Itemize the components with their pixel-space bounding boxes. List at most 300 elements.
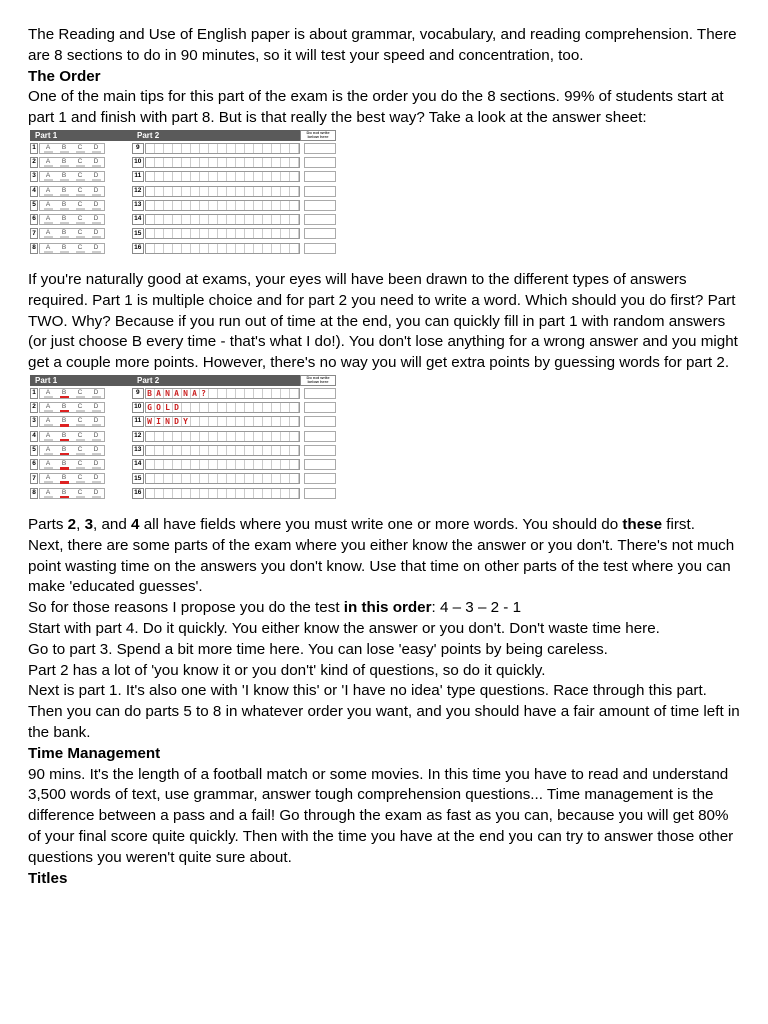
choice-mark-line	[92, 194, 101, 196]
choice-option	[88, 489, 104, 498]
letter-box	[227, 215, 236, 224]
letter-box	[227, 158, 236, 167]
marker-box	[304, 388, 336, 399]
letter-box	[155, 144, 164, 153]
letter-box	[146, 244, 155, 253]
choice-boxes	[39, 200, 105, 211]
letter-box	[146, 158, 155, 167]
letter-box	[155, 201, 164, 210]
letter-box	[236, 187, 245, 196]
intro-paragraph: The Reading and Use of English paper is about grammar, vocabulary, and reading comprehension. There are 8 sections to do in 90 minutes, so it will test your speed and concentration, too.	[28, 26, 737, 64]
part2-row	[132, 386, 336, 400]
choice-boxes	[39, 431, 105, 442]
letter-box	[173, 215, 182, 224]
choice-option	[88, 215, 104, 224]
letter-box	[263, 158, 272, 167]
choice-mark-line	[60, 467, 69, 470]
choice-mark-line	[92, 439, 101, 441]
letter-box	[236, 201, 245, 210]
letter-box: ?	[200, 389, 209, 398]
letter-box	[245, 172, 254, 181]
letter-box: B	[146, 389, 155, 398]
choice-letter: A	[45, 215, 51, 223]
letter-box	[290, 144, 299, 153]
letter-box	[146, 215, 155, 224]
letter-box	[254, 201, 263, 210]
letter-box	[272, 144, 281, 153]
marker-box	[304, 186, 336, 197]
choice-letter: A	[45, 474, 51, 482]
letter-boxes	[145, 388, 300, 399]
question-number: 16	[132, 488, 144, 499]
part1-row	[30, 170, 134, 184]
letter-box	[245, 215, 254, 224]
choice-letter: C	[77, 388, 83, 396]
choice-letter: A	[45, 431, 51, 439]
letter-box	[254, 389, 263, 398]
choice-option	[88, 144, 104, 153]
choice-mark-line	[76, 251, 85, 253]
letter-box	[191, 460, 200, 469]
letter-box	[227, 172, 236, 181]
choice-mark-line	[60, 424, 69, 427]
letter-box	[272, 489, 281, 498]
choice-option	[40, 201, 56, 210]
letter-box	[146, 229, 155, 238]
choice-letter: D	[93, 445, 99, 453]
letter-box	[254, 432, 263, 441]
letter-boxes	[145, 157, 300, 168]
part1-row	[30, 198, 134, 212]
choice-mark-line	[76, 179, 85, 181]
question-number: 4	[30, 431, 38, 442]
choice-option	[88, 460, 104, 469]
choice-option	[88, 187, 104, 196]
choice-letter: C	[77, 215, 83, 223]
letter-box	[218, 187, 227, 196]
parts-number-3: 3	[84, 515, 94, 533]
letter-box	[191, 244, 200, 253]
letter-box	[182, 460, 191, 469]
letter-box	[209, 446, 218, 455]
choice-option	[88, 158, 104, 167]
letter-box	[155, 215, 164, 224]
letter-box	[281, 244, 290, 253]
marker-box	[304, 243, 336, 254]
letter-box	[245, 244, 254, 253]
choice-mark-line	[92, 467, 101, 469]
marker-box	[304, 157, 336, 168]
parts-paragraph	[28, 515, 742, 536]
letter-box	[290, 460, 299, 469]
choice-mark-line	[76, 236, 85, 238]
choice-letter: B	[61, 229, 67, 237]
letter-box	[218, 446, 227, 455]
letter-box	[218, 389, 227, 398]
letter-box	[245, 446, 254, 455]
part2-header	[132, 130, 336, 141]
letter-boxes	[145, 402, 300, 413]
letter-box	[173, 172, 182, 181]
choice-letter: B	[61, 474, 67, 482]
choice-option	[72, 215, 88, 224]
letter-box	[209, 144, 218, 153]
letter-box	[182, 432, 191, 441]
letter-box	[290, 172, 299, 181]
marker-box	[304, 171, 336, 182]
choice-letter: B	[61, 460, 67, 468]
letter-box	[209, 460, 218, 469]
letter-box	[200, 187, 209, 196]
part1-row	[30, 386, 134, 400]
choice-letter: C	[77, 243, 83, 251]
letter-box	[254, 417, 263, 426]
letter-box	[290, 244, 299, 253]
letter-box	[245, 389, 254, 398]
choice-letter: A	[45, 402, 51, 410]
parts-text-i: first.	[662, 515, 695, 533]
choice-letter: B	[61, 488, 67, 496]
letter-box	[290, 489, 299, 498]
letter-box	[191, 229, 200, 238]
choice-letter: D	[93, 215, 99, 223]
part2-row	[132, 170, 336, 184]
letter-box	[209, 474, 218, 483]
choice-mark-line	[60, 496, 69, 499]
part2-row	[132, 184, 336, 198]
do-not-write-label: Do not write below here	[300, 130, 336, 141]
part2-column	[132, 375, 336, 500]
letter-box	[272, 158, 281, 167]
letter-box	[155, 474, 164, 483]
letter-box	[245, 158, 254, 167]
question-number: 9	[132, 388, 144, 399]
letter-box	[227, 403, 236, 412]
letter-box	[290, 201, 299, 210]
choice-letter: D	[93, 402, 99, 410]
choice-mark-line	[44, 222, 53, 224]
section-heading-time-management: Time Management	[28, 744, 161, 762]
letter-box	[191, 215, 200, 224]
letter-box	[281, 215, 290, 224]
question-number: 11	[132, 416, 144, 427]
letter-box	[263, 446, 272, 455]
choice-letter: B	[61, 172, 67, 180]
question-number: 2	[30, 157, 38, 168]
part1-row	[30, 241, 134, 255]
choice-letter: A	[45, 157, 51, 165]
letter-box	[182, 158, 191, 167]
part2-row	[132, 443, 336, 457]
choice-mark-line	[76, 439, 85, 441]
letter-boxes	[145, 445, 300, 456]
choice-mark-line	[76, 496, 85, 498]
question-number: 10	[132, 402, 144, 413]
letter-box	[191, 158, 200, 167]
part1-header: Part 1	[30, 375, 134, 386]
choice-option	[72, 446, 88, 455]
letter-boxes	[145, 228, 300, 239]
letter-box	[254, 403, 263, 412]
letter-box	[173, 446, 182, 455]
letter-boxes	[145, 488, 300, 499]
letter-box	[236, 489, 245, 498]
part1-row	[30, 400, 134, 414]
choice-mark-line	[44, 396, 53, 398]
letter-box: A	[155, 389, 164, 398]
letter-box	[290, 187, 299, 196]
section-heading-titles: Titles	[28, 869, 68, 887]
letter-boxes	[145, 243, 300, 254]
letter-box	[146, 474, 155, 483]
letter-box	[200, 158, 209, 167]
question-number: 5	[30, 445, 38, 456]
choice-letter: C	[77, 200, 83, 208]
letter-box	[245, 229, 254, 238]
choice-mark-line	[76, 165, 85, 167]
letter-box	[155, 446, 164, 455]
letter-box	[263, 172, 272, 181]
choice-mark-line	[60, 410, 69, 413]
choice-letter: A	[45, 229, 51, 237]
choice-letter: B	[61, 388, 67, 396]
letter-box: W	[146, 417, 155, 426]
choice-boxes	[39, 459, 105, 470]
choice-option	[40, 446, 56, 455]
question-number: 6	[30, 214, 38, 225]
choice-letter: D	[93, 417, 99, 425]
choice-mark-line	[44, 208, 53, 210]
letter-box	[218, 215, 227, 224]
letter-box	[245, 474, 254, 483]
choice-boxes	[39, 473, 105, 484]
letter-box	[227, 244, 236, 253]
letter-box	[200, 432, 209, 441]
choice-mark-line	[60, 453, 69, 456]
letter-box	[182, 215, 191, 224]
question-number: 9	[132, 143, 144, 154]
part1-paragraph: Next is part 1. It's also one with 'I know this' or 'I have no idea' type questions. Race through this part.	[28, 682, 707, 700]
letter-box	[182, 172, 191, 181]
letter-box	[227, 201, 236, 210]
letter-box	[191, 187, 200, 196]
letter-box	[191, 201, 200, 210]
part2-row	[132, 241, 336, 255]
choice-option	[72, 158, 88, 167]
letter-box	[281, 144, 290, 153]
choice-option	[88, 403, 104, 412]
choice-mark-line	[44, 439, 53, 441]
choice-letter: A	[45, 388, 51, 396]
order-paragraph: One of the main tips for this part of the exam is the order you do the 8 sections. 99% of students start at part 1 and finish with part 8. But is that really the best way? Take a look at the answer sheet:	[28, 88, 724, 127]
letter-box	[164, 215, 173, 224]
letter-box	[236, 215, 245, 224]
choice-option	[40, 389, 56, 398]
choice-letter: D	[93, 172, 99, 180]
choice-boxes	[39, 157, 105, 168]
letter-box	[209, 403, 218, 412]
choice-option	[72, 389, 88, 398]
choice-letter: B	[61, 215, 67, 223]
letter-box	[173, 244, 182, 253]
letter-box	[218, 201, 227, 210]
choice-mark-line	[44, 481, 53, 483]
letter-box	[272, 215, 281, 224]
choice-letter: B	[61, 402, 67, 410]
question-number: 15	[132, 228, 144, 239]
choice-mark-line	[44, 453, 53, 455]
question-number: 4	[30, 186, 38, 197]
marker-box	[304, 488, 336, 499]
choice-boxes	[39, 445, 105, 456]
marker-box	[304, 402, 336, 413]
letter-box	[164, 187, 173, 196]
letter-box	[236, 144, 245, 153]
letter-box	[281, 489, 290, 498]
letter-box	[272, 432, 281, 441]
letter-box	[182, 144, 191, 153]
question-number: 8	[30, 488, 38, 499]
letter-box	[200, 403, 209, 412]
letter-box: Y	[182, 417, 191, 426]
document-page	[28, 25, 742, 889]
choice-mark-line	[92, 453, 101, 455]
letter-box	[281, 187, 290, 196]
question-number: 16	[132, 243, 144, 254]
letter-box	[281, 403, 290, 412]
choice-letter: B	[61, 445, 67, 453]
letter-box	[227, 417, 236, 426]
part2-header-label: Part 2	[137, 130, 160, 140]
choice-option	[56, 244, 72, 253]
choice-option	[56, 201, 72, 210]
letter-box	[227, 446, 236, 455]
choice-letter: A	[45, 143, 51, 151]
choice-letter: B	[61, 243, 67, 251]
letter-boxes	[145, 200, 300, 211]
letter-box	[245, 432, 254, 441]
letter-box	[209, 215, 218, 224]
part2-header	[132, 375, 336, 386]
question-number: 15	[132, 473, 144, 484]
part2-row	[132, 457, 336, 471]
letter-box	[164, 460, 173, 469]
choice-mark-line	[44, 179, 53, 181]
letter-box	[254, 158, 263, 167]
question-number: 13	[132, 445, 144, 456]
letter-box	[155, 158, 164, 167]
part2-row	[132, 198, 336, 212]
exams-paragraph: If you're naturally good at exams, your eyes will have been drawn to the different types of answers required. Part 1 is multiple choice and for part 2 you need to write a word. Which should you do first? Part TWO. Why? Because if you run out of time at the end, you can quickly fill in part 1 with random answers (or just choose B every time - that's what I do!). You don't lose anything for a wrong answer and you might get a couple more points. However, there's no way you will get extra points by guessing words for part 2.	[28, 270, 738, 372]
choice-letter: D	[93, 157, 99, 165]
letter-box	[290, 229, 299, 238]
letter-box	[227, 474, 236, 483]
letter-box	[200, 229, 209, 238]
choice-letter: B	[61, 417, 67, 425]
choice-mark-line	[44, 194, 53, 196]
choice-mark-line	[44, 467, 53, 469]
letter-boxes	[145, 214, 300, 225]
letter-box: N	[164, 389, 173, 398]
choice-letter: D	[93, 200, 99, 208]
choice-letter: A	[45, 243, 51, 251]
letter-box	[218, 244, 227, 253]
choice-mark-line	[76, 396, 85, 398]
choice-mark-line	[60, 481, 69, 484]
choice-letter: C	[77, 417, 83, 425]
question-number: 12	[132, 186, 144, 197]
choice-letter: B	[61, 431, 67, 439]
letter-box	[164, 172, 173, 181]
letter-boxes	[145, 416, 300, 427]
letter-box	[218, 432, 227, 441]
choice-letter: D	[93, 431, 99, 439]
choice-mark-line	[76, 222, 85, 224]
letter-box	[272, 389, 281, 398]
letter-box	[290, 474, 299, 483]
letter-box	[290, 389, 299, 398]
question-number: 7	[30, 228, 38, 239]
letter-box	[227, 460, 236, 469]
letter-box	[272, 417, 281, 426]
choice-option	[56, 215, 72, 224]
question-number: 2	[30, 402, 38, 413]
letter-box	[191, 403, 200, 412]
letter-box	[200, 244, 209, 253]
letter-box	[263, 474, 272, 483]
question-number: 3	[30, 416, 38, 427]
letter-box	[218, 417, 227, 426]
part2-row	[132, 400, 336, 414]
letter-box	[254, 446, 263, 455]
part2-header-label: Part 2	[137, 375, 160, 385]
choice-letter: D	[93, 243, 99, 251]
choice-letter: D	[93, 488, 99, 496]
choice-option	[56, 229, 72, 238]
letter-box	[245, 489, 254, 498]
letter-box: D	[173, 417, 182, 426]
choice-option	[72, 201, 88, 210]
letter-box: I	[155, 417, 164, 426]
choice-option	[40, 158, 56, 167]
choice-letter: B	[61, 200, 67, 208]
letter-box	[272, 172, 281, 181]
propose-emphasis: in this order	[343, 599, 432, 617]
letter-box	[290, 158, 299, 167]
letter-box	[146, 446, 155, 455]
letter-box	[218, 158, 227, 167]
choice-letter: C	[77, 172, 83, 180]
letter-box	[236, 446, 245, 455]
letter-box	[272, 474, 281, 483]
question-number: 13	[132, 200, 144, 211]
choice-option	[56, 144, 72, 153]
letter-box	[200, 460, 209, 469]
letter-box	[263, 417, 272, 426]
part1-column	[30, 130, 134, 255]
letter-box	[281, 229, 290, 238]
then-paragraph: Then you can do parts 5 to 8 in whatever order you want, and you should have a fair amount of time left in the bank.	[28, 703, 740, 741]
parts-text-a: Parts	[28, 515, 68, 533]
choice-option	[88, 417, 104, 426]
choice-option	[56, 417, 72, 426]
letter-box	[191, 474, 200, 483]
choice-mark-line	[76, 467, 85, 469]
choice-option	[40, 432, 56, 441]
letter-box	[254, 215, 263, 224]
letter-box	[209, 229, 218, 238]
letter-box	[146, 172, 155, 181]
